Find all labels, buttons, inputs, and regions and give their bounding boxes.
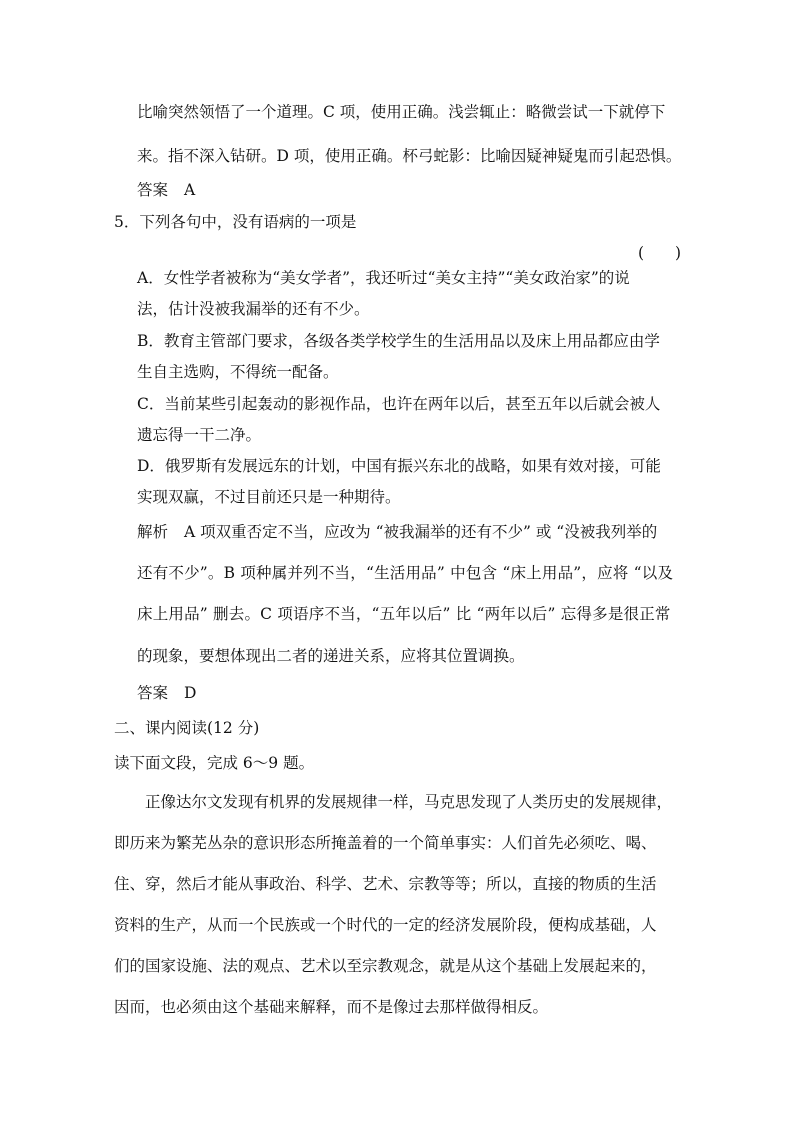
option-d-line-2: 实现双赢，不过目前还只是一种期待。 (137, 488, 401, 506)
answer-5 (137, 683, 196, 703)
analysis-line-4: 的现象，要想体现出二者的递进关系，应将其位置调换。 (137, 647, 525, 665)
analysis-line-2: 还有不少”。B 项种属并列不当，“生活用品” 中包含 “床上用品”，应将 “以及 (137, 564, 674, 582)
answer-value: A (184, 181, 196, 199)
carryover-line-2: 来。指不深入钻研。D 项，使用正确。杯弓蛇影：比喻因疑神疑鬼而引起恐惧。 (137, 147, 682, 165)
passage-line-2: 即历来为繁芜丛杂的意识形态所掩盖着的一个简单事实：人们首先必须吃、喝、 (114, 834, 657, 852)
passage-line-3: 住、穿，然后才能从事政治、科学、艺术、宗教等等；所以，直接的物质的生活 (114, 875, 657, 893)
analysis-line-1 (137, 522, 657, 542)
passage-line-5: 们的国家设施、法的观点、艺术以至宗教观念，就是从这个基础上发展起来的， (114, 957, 657, 975)
answer-4 (137, 180, 195, 200)
answer-value: D (184, 684, 197, 702)
answer-label: 答案 (137, 684, 169, 702)
option-a-line-1: A．女性学者被称为“美女学者”，我还听过“美女主持”“美女政治家”的说 (137, 269, 630, 287)
analysis-line-3: 床上用品” 删去。C 项语序不当，“五年以后” 比 “两年以后” 忘得多是很正常 (137, 605, 671, 623)
option-b-line-1: B．教育主管部门要求，各级各类学校学生的生活用品以及床上用品都应由学 (137, 332, 660, 350)
section-instruction: 读下面文段，完成 6～9 题。 (114, 754, 315, 772)
option-d-line-1: D．俄罗斯有发展远东的计划，中国有振兴东北的战略，如果有效对接，可能 (137, 457, 661, 475)
passage-line-6: 因而，也必须由这个基础来解释，而不是像过去那样做得相反。 (114, 998, 549, 1016)
analysis-text: A 项双重否定不当，应改为 “被我漏举的还有不少” 或 “没被我列举的 (184, 523, 658, 541)
section-heading: 二、课内阅读(12 分) (114, 719, 260, 737)
option-a-line-2: 法，估计没被我漏举的还有不少。 (137, 300, 370, 318)
option-b-line-2: 生自主选购，不得统一配备。 (137, 363, 339, 381)
answer-label: 答案 (137, 181, 169, 199)
carryover-line-1: 比喻突然领悟了一个道理。C 项，使用正确。浅尝辄止：略微尝试一下就停下 (137, 103, 666, 121)
passage-line-4: 资料的生产，从而一个民族或一个时代的一定的经济发展阶段，便构成基础，人 (114, 916, 657, 934)
option-c-line-2: 遗忘得一干二净。 (137, 426, 262, 444)
answer-blank-parentheses: ( ) (638, 244, 682, 262)
option-c-line-1: C．当前某些引起轰动的影视作品，也许在两年以后，甚至五年以后就会被人 (137, 395, 661, 413)
question-5-stem: 5．下列各句中，没有语病的一项是 (114, 213, 357, 231)
passage-line-1: 正像达尔文发现有机界的发展规律一样，马克思发现了人类历史的发展规律， (145, 793, 673, 811)
analysis-label: 解析 (137, 523, 169, 541)
